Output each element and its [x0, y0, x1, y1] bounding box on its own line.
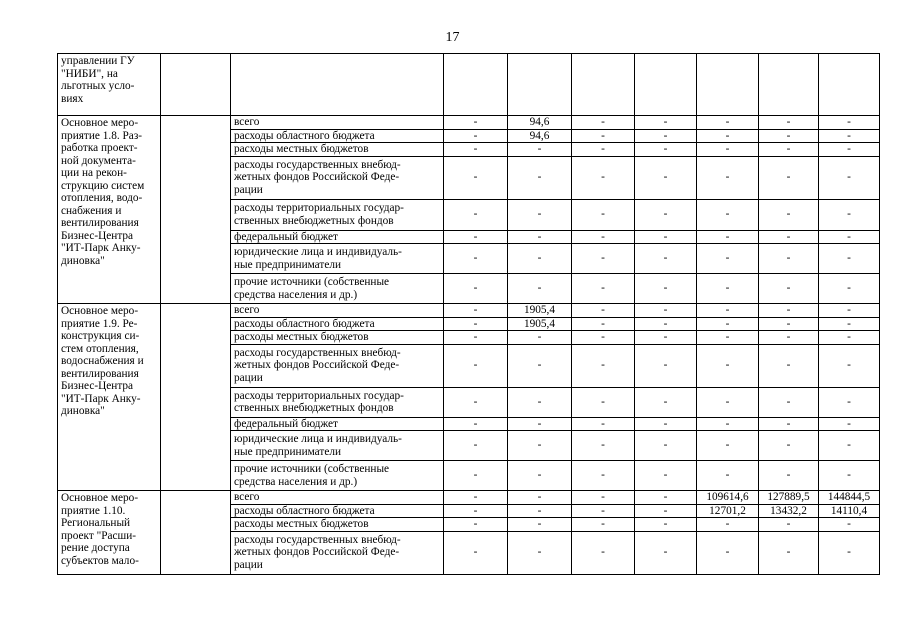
value-cell: - [635, 461, 697, 491]
funding-source-cell: расходы территориальных государ- ственных внебюджетных фондов [231, 387, 444, 417]
value-cell: - [508, 331, 572, 345]
executor-cell [161, 304, 231, 491]
value-cell: - [635, 344, 697, 387]
value-cell: 1905,4 [508, 317, 572, 331]
value-cell: - [444, 129, 508, 143]
value-cell: 94,6 [508, 129, 572, 143]
value-cell: - [697, 387, 759, 417]
funding-source-cell: расходы местных бюджетов [231, 331, 444, 345]
value-cell: - [572, 116, 635, 130]
value-cell: - [819, 244, 880, 274]
value-cell: - [819, 317, 880, 331]
activity-cell: Основное меро- приятие 1.8. Раз- работка проект- ной документа- ции на рекон- струкцию систем отопления, водо- снабжения и вентилирования Бизнес-Центра "ИТ-Парк Анку- диновка" [58, 116, 161, 304]
funding-source-cell: юридические лица и индивидуаль- ные предприниматели [231, 244, 444, 274]
value-cell: - [508, 417, 572, 431]
funding-source-cell: федеральный бюджет [231, 230, 444, 244]
value-cell: - [759, 116, 819, 130]
value-cell: - [572, 491, 635, 505]
value-cell: - [759, 461, 819, 491]
value-cell: - [759, 344, 819, 387]
value-cell: - [697, 317, 759, 331]
funding-source-cell: расходы государственных внебюд- жетных фондов Российской Феде- рации [231, 156, 444, 199]
value-cell: - [759, 317, 819, 331]
value-cell: 144844,5 [819, 491, 880, 505]
value-cell: - [572, 143, 635, 157]
value-cell: - [572, 417, 635, 431]
value-cell: - [819, 431, 880, 461]
value-cell: - [759, 331, 819, 345]
funding-source-cell: расходы областного бюджета [231, 317, 444, 331]
value-cell: - [444, 387, 508, 417]
value-cell: - [635, 518, 697, 532]
value-cell [819, 54, 880, 116]
value-cell: - [444, 116, 508, 130]
value-cell: - [819, 274, 880, 304]
value-cell: - [697, 129, 759, 143]
value-cell: - [697, 116, 759, 130]
funding-source-cell [231, 54, 444, 116]
value-cell: - [572, 317, 635, 331]
value-cell: - [508, 199, 572, 230]
value-cell: - [635, 143, 697, 157]
table-row [58, 116, 880, 130]
value-cell: - [759, 244, 819, 274]
value-cell: - [697, 199, 759, 230]
value-cell: 109614,6 [697, 491, 759, 505]
funding-source-cell: расходы государственных внебюд- жетных фондов Российской Феде- рации [231, 344, 444, 387]
value-cell: - [572, 230, 635, 244]
value-cell: - [444, 431, 508, 461]
value-cell: - [508, 491, 572, 505]
value-cell: - [572, 531, 635, 574]
value-cell: - [572, 344, 635, 387]
value-cell: - [635, 504, 697, 518]
budget-table [57, 53, 880, 575]
value-cell: - [444, 344, 508, 387]
value-cell: - [572, 244, 635, 274]
value-cell [697, 54, 759, 116]
funding-source-cell: прочие источники (собственные средства населения и др.) [231, 274, 444, 304]
value-cell: - [635, 317, 697, 331]
value-cell: - [444, 230, 508, 244]
value-cell: - [444, 156, 508, 199]
value-cell: - [572, 461, 635, 491]
value-cell: - [819, 143, 880, 157]
value-cell: - [697, 230, 759, 244]
value-cell: - [508, 344, 572, 387]
value-cell: - [697, 331, 759, 345]
activity-cell: управлении ГУ "НИБИ", на льготных усло- виях [58, 54, 161, 116]
executor-cell [161, 54, 231, 116]
value-cell: - [572, 387, 635, 417]
value-cell: - [508, 156, 572, 199]
value-cell: - [508, 230, 572, 244]
value-cell: 127889,5 [759, 491, 819, 505]
value-cell: - [635, 331, 697, 345]
value-cell: - [444, 531, 508, 574]
value-cell: - [759, 387, 819, 417]
value-cell: - [635, 417, 697, 431]
value-cell: - [635, 230, 697, 244]
value-cell: - [444, 417, 508, 431]
value-cell: - [444, 304, 508, 318]
value-cell: - [572, 504, 635, 518]
value-cell: - [508, 461, 572, 491]
value-cell: - [444, 491, 508, 505]
value-cell: - [635, 129, 697, 143]
value-cell: - [819, 331, 880, 345]
value-cell: - [697, 344, 759, 387]
table-row [58, 54, 880, 116]
value-cell: - [697, 461, 759, 491]
value-cell: - [697, 531, 759, 574]
value-cell: - [635, 156, 697, 199]
value-cell: - [697, 274, 759, 304]
value-cell: - [819, 461, 880, 491]
value-cell: - [819, 199, 880, 230]
value-cell: - [508, 274, 572, 304]
value-cell: - [759, 129, 819, 143]
value-cell: - [444, 504, 508, 518]
funding-source-cell: всего [231, 304, 444, 318]
value-cell: - [697, 244, 759, 274]
value-cell: - [508, 504, 572, 518]
funding-source-cell: федеральный бюджет [231, 417, 444, 431]
value-cell: - [508, 387, 572, 417]
value-cell: - [508, 531, 572, 574]
value-cell: - [819, 344, 880, 387]
value-cell: - [444, 274, 508, 304]
value-cell: - [697, 518, 759, 532]
funding-source-cell: расходы государственных внебюд- жетных фондов Российской Феде- рации [231, 531, 444, 574]
value-cell: - [697, 143, 759, 157]
value-cell: - [819, 116, 880, 130]
value-cell: - [697, 417, 759, 431]
value-cell: - [819, 417, 880, 431]
value-cell: - [635, 531, 697, 574]
value-cell: - [635, 244, 697, 274]
value-cell [759, 54, 819, 116]
value-cell: - [819, 156, 880, 199]
value-cell: - [444, 317, 508, 331]
value-cell: - [572, 129, 635, 143]
value-cell: - [572, 199, 635, 230]
funding-source-cell: прочие источники (собственные средства населения и др.) [231, 461, 444, 491]
executor-cell [161, 116, 231, 304]
value-cell: - [635, 274, 697, 304]
value-cell: - [572, 431, 635, 461]
value-cell: - [444, 518, 508, 532]
funding-source-cell: расходы местных бюджетов [231, 143, 444, 157]
value-cell [508, 54, 572, 116]
value-cell: 14110,4 [819, 504, 880, 518]
value-cell: - [635, 304, 697, 318]
value-cell: - [759, 156, 819, 199]
value-cell: - [572, 331, 635, 345]
value-cell [572, 54, 635, 116]
value-cell: - [572, 518, 635, 532]
value-cell: - [444, 143, 508, 157]
value-cell [444, 54, 508, 116]
value-cell: - [635, 199, 697, 230]
value-cell: - [444, 199, 508, 230]
value-cell: - [635, 431, 697, 461]
value-cell: - [697, 431, 759, 461]
value-cell: - [444, 244, 508, 274]
activity-cell: Основное меро- приятие 1.10. Региональный проект "Расши- рение доступа субъектов мало- [58, 491, 161, 575]
funding-source-cell: расходы областного бюджета [231, 504, 444, 518]
value-cell: - [759, 431, 819, 461]
funding-source-cell: расходы местных бюджетов [231, 518, 444, 532]
value-cell: - [572, 274, 635, 304]
value-cell: - [572, 156, 635, 199]
funding-source-cell: расходы областного бюджета [231, 129, 444, 143]
funding-source-cell: расходы территориальных государ- ственных внебюджетных фондов [231, 199, 444, 230]
value-cell: - [819, 129, 880, 143]
funding-source-cell: всего [231, 491, 444, 505]
value-cell: 12701,2 [697, 504, 759, 518]
value-cell: - [819, 230, 880, 244]
value-cell: - [697, 156, 759, 199]
funding-source-cell: всего [231, 116, 444, 130]
value-cell: - [759, 230, 819, 244]
page-number: 17 [445, 30, 460, 45]
value-cell: - [759, 274, 819, 304]
value-cell: - [508, 244, 572, 274]
value-cell: - [508, 431, 572, 461]
value-cell: - [819, 304, 880, 318]
value-cell: 94,6 [508, 116, 572, 130]
value-cell: - [508, 518, 572, 532]
value-cell: - [819, 531, 880, 574]
value-cell: 13432,2 [759, 504, 819, 518]
value-cell: - [819, 518, 880, 532]
value-cell: - [697, 304, 759, 318]
table-row [58, 491, 880, 505]
value-cell: - [759, 417, 819, 431]
value-cell: - [572, 304, 635, 318]
executor-cell [161, 491, 231, 575]
value-cell [635, 54, 697, 116]
value-cell: - [635, 116, 697, 130]
funding-source-cell: юридические лица и индивидуаль- ные предприниматели [231, 431, 444, 461]
value-cell: 1905,4 [508, 304, 572, 318]
value-cell: - [759, 304, 819, 318]
value-cell: - [635, 491, 697, 505]
value-cell: - [759, 518, 819, 532]
value-cell: - [635, 387, 697, 417]
value-cell: - [759, 143, 819, 157]
activity-cell: Основное меро- приятие 1.9. Ре- конструкция си- стем отопления, водоснабжения и вентилирования Бизнес-Центра "ИТ-Парк Анку- диновка" [58, 304, 161, 491]
value-cell: - [819, 387, 880, 417]
value-cell: - [759, 531, 819, 574]
value-cell: - [759, 199, 819, 230]
table-row [58, 304, 880, 318]
value-cell: - [508, 143, 572, 157]
value-cell: - [444, 331, 508, 345]
value-cell: - [444, 461, 508, 491]
